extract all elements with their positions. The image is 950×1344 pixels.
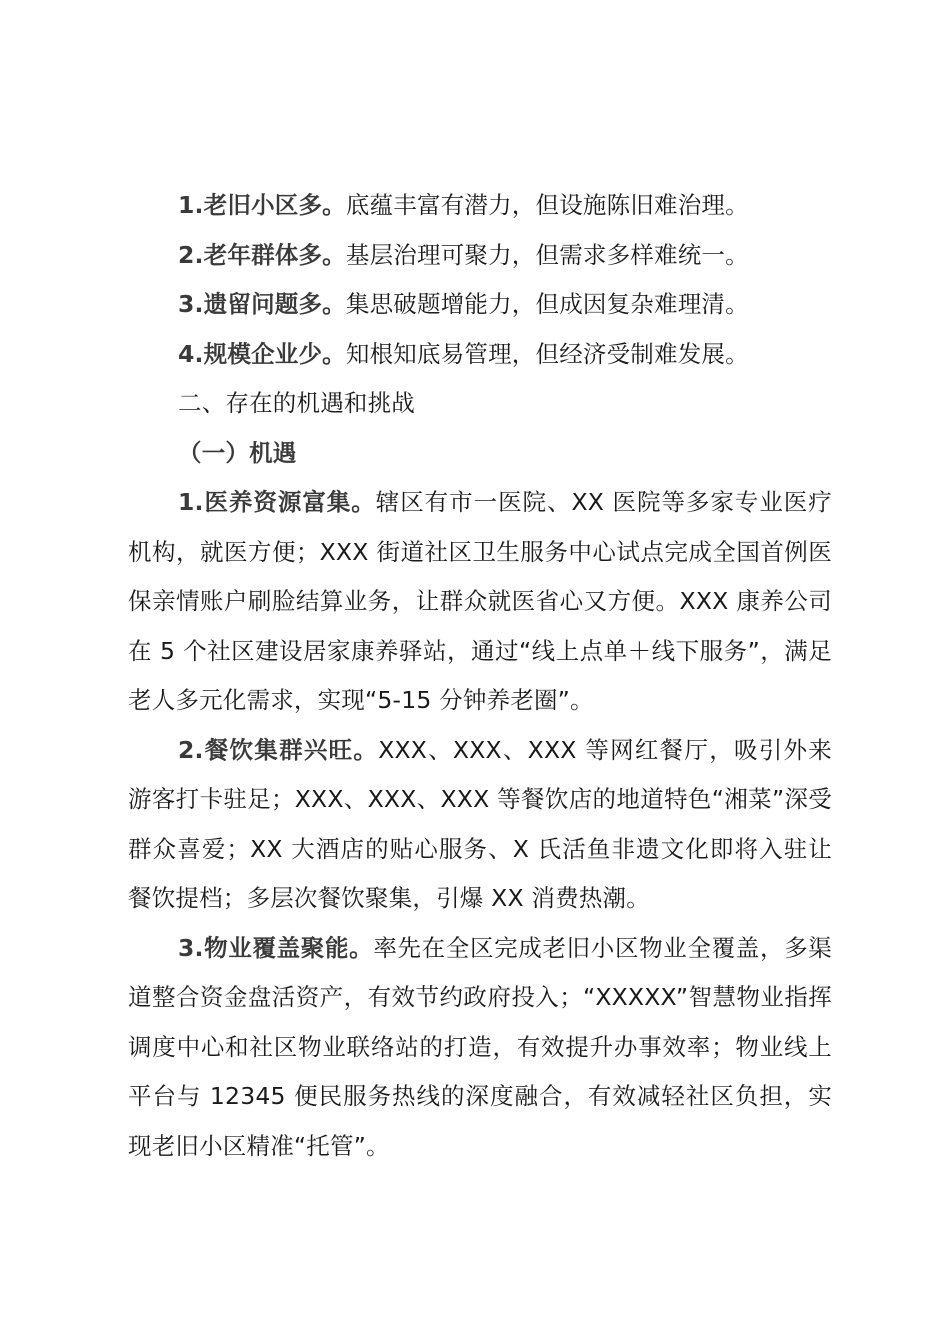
body-paragraph-catering (128, 726, 832, 924)
paragraph-lead: 2.餐饮集群兴旺。 (178, 735, 379, 764)
document-page (128, 181, 832, 1171)
paragraph-lead: 3.物业覆盖聚能。 (178, 933, 374, 962)
item-lead: 1.老旧小区多。 (178, 191, 346, 219)
item-lead: 2.老年群体多。 (178, 240, 346, 269)
paragraph-lead: 1.医养资源富集。 (178, 488, 376, 516)
item-text: 基层治理可聚力，但需求多样难统一。 (345, 240, 749, 269)
list-item-legacy-issues (128, 280, 832, 330)
item-lead: 3.遗留问题多。 (178, 290, 346, 318)
body-paragraph-property (128, 924, 832, 1172)
list-item-few-enterprises (128, 330, 832, 380)
item-text: 集思破题增能力，但成因复杂难理清。 (345, 290, 749, 318)
section-heading: 二、存在的机遇和挑战 (178, 389, 415, 417)
list-item-elderly-groups (128, 231, 832, 281)
item-lead: 4.规模企业少。 (178, 339, 346, 368)
item-text: 底蕴丰富有潜力，但设施陈旧难治理。 (345, 191, 749, 219)
paragraph-text: 率先在全区完成老旧小区物业全覆盖，多渠道整合资金盘活资产，有效节约政府投入；“XXXXX”智慧物业指挥调度中心和社区物业联络站的打造，有效提升办事效率；物业线上平台与 12345 便民服务热线的深度融合，有效减轻社区负担，实现老旧小区精准“托管”。 (128, 933, 832, 1160)
sub-heading (128, 429, 832, 479)
item-text: 知根知底易管理，但经济受制难发展。 (345, 339, 749, 368)
paragraph-text: 辖区有市一医院、XX 医院等多家专业医疗机构，就医方便；XXX 街道社区卫生服务中心试点完成全国首例医保亲情账户刷脸结算业务，让群众就医省心又方便。XXX 康养公司在 5 个社区建设居家康养驿站，通过“线上点单＋线下服务”，满足老人多元化需求，实现“5-15 分钟养老圈”。 (128, 488, 832, 714)
body-paragraph-medical (128, 478, 832, 726)
sub-heading-text: （一）机遇 (178, 438, 297, 467)
list-item-old-communities (128, 181, 832, 231)
paragraph-text: XXX、XXX、XXX 等网红餐厅，吸引外来游客打卡驻足；XXX、XXX、XXX 等餐饮店的地道特色“湘菜”深受群众喜爱；XX 大酒店的贴心服务、X 氏活鱼非遗文化即将入驻让餐饮提档；多层次餐饮聚集，引爆 XX 消费热潮。 (128, 735, 832, 912)
